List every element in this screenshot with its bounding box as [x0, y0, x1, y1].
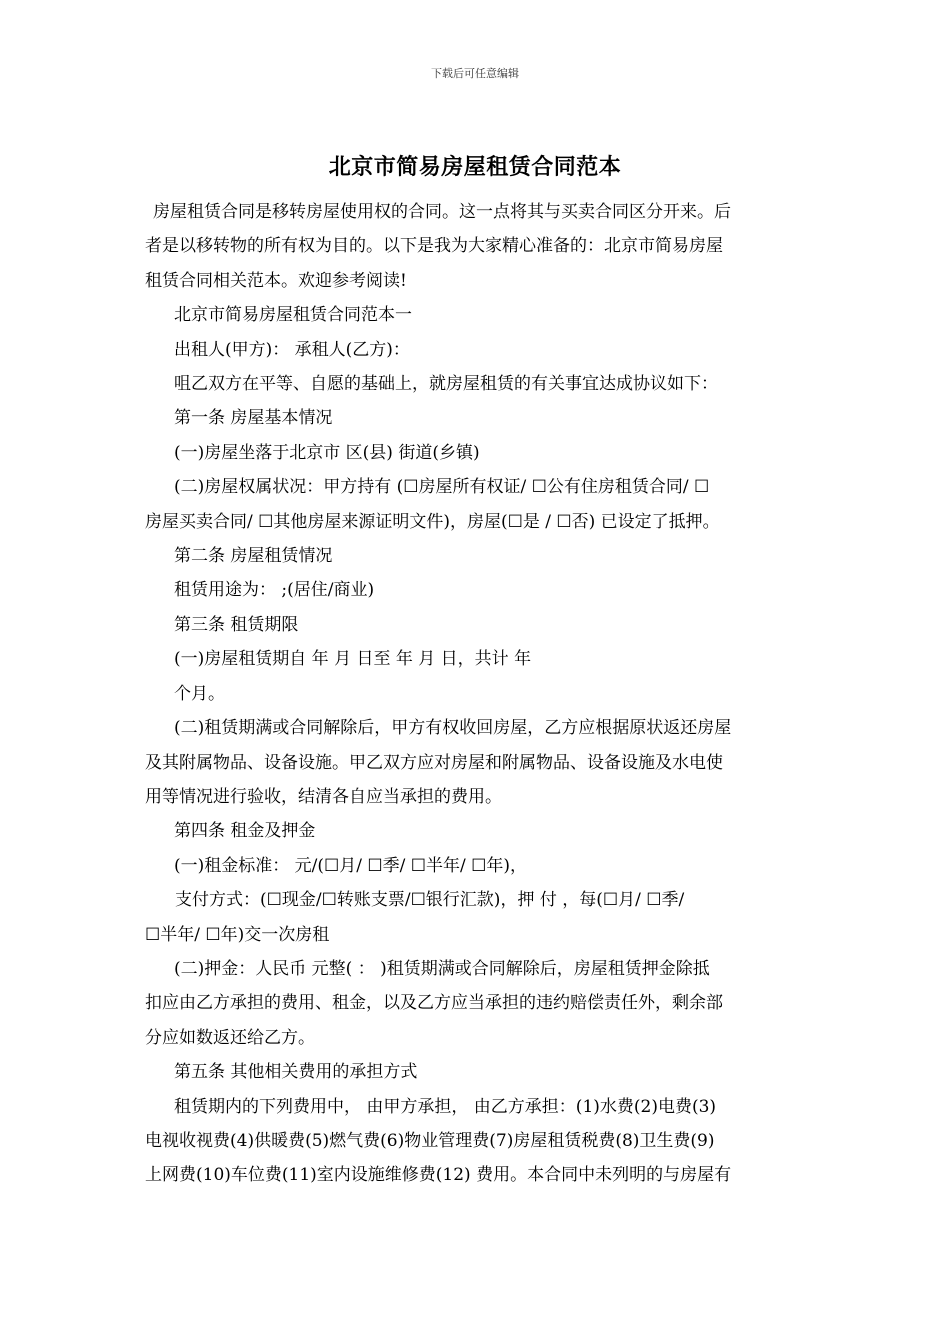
- download-note: 下载后可任意编辑: [431, 67, 519, 80]
- article-1-heading: 第一条 房屋基本情况: [174, 408, 333, 429]
- agreement-intro: 咀乙双方在平等、自愿的基础上，就房屋租赁的有关事宜达成协议如下：: [174, 374, 718, 395]
- article-5-clause-cont-1: 电视收视费(4)供暖费(5)燃气费(6)物业管理费(7)房屋租赁税费(8)卫生费(9): [145, 1130, 715, 1151]
- article-4-payment-cont: ☐半年/ ☐年)交一次房租: [145, 924, 330, 945]
- article-3-clause-2-cont-2: 用等情况进行验收，结清各自应当承担的费用。: [145, 786, 502, 807]
- article-3-clause-1-cont: 个月。: [174, 683, 225, 704]
- article-3-clause-2: (二)租赁期满或合同解除后，甲方有权收回房屋，乙方应根据原状返还房屋: [174, 718, 732, 739]
- intro-line-2: 者是以移转物的所有权为目的。以下是我为大家精心准备的：北京市简易房屋: [145, 236, 723, 257]
- parties-line: 出租人(甲方)： 承租人(乙方)：: [174, 339, 410, 360]
- article-1-clause-2-cont: 房屋买卖合同/ ☐其他房屋来源证明文件)，房屋(☐是 / ☐否) 已设定了抵押。: [145, 511, 720, 532]
- intro-line-3: 租赁合同相关范本。欢迎参考阅读!: [145, 270, 407, 291]
- article-3-clause-1: (一)房屋租赁期自 年 月 日至 年 月 日，共计 年: [174, 649, 532, 670]
- intro-line-1: 房屋租赁合同是移转房屋使用权的合同。这一点将其与买卖合同区分开来。后: [153, 202, 731, 222]
- article-3-clause-2-cont-1: 及其附属物品、设备设施。甲乙双方应对房屋和附属物品、设备设施及水电使: [145, 752, 723, 773]
- sample-heading: 北京市简易房屋租赁合同范本一: [174, 305, 412, 326]
- article-2-heading: 第二条 房屋租赁情况: [174, 546, 333, 567]
- article-5-clause-cont-2: 上网费(10)车位费(11)室内设施维修费(12) 费用。本合同中未列明的与房屋有: [145, 1165, 732, 1186]
- article-4-clause-2: (二)押金：人民币 元整( ： )租赁期满或合同解除后，房屋租赁押金除抵: [174, 958, 710, 979]
- article-4-payment: 支付方式：(☐现金/☐转账支票/☐银行汇款)，押 付 ，每(☐月/ ☐季/: [175, 890, 685, 911]
- document-body: [145, 195, 815, 1193]
- article-5-heading: 第五条 其他相关费用的承担方式: [174, 1062, 418, 1083]
- article-3-heading: 第三条 租赁期限: [174, 614, 299, 635]
- article-4-clause-2-cont-2: 分应如数返还给乙方。: [145, 1027, 315, 1048]
- article-4-clause-1: (一)租金标准： 元/(☐月/ ☐季/ ☐半年/ ☐年)，: [174, 855, 528, 876]
- article-1-clause-1: (一)房屋坐落于北京市 区(县) 街道(乡镇): [174, 442, 480, 463]
- article-4-clause-2-cont-1: 扣应由乙方承担的费用、租金，以及乙方应当承担的违约赔偿责任外，剩余部: [145, 993, 723, 1014]
- document-title: 北京市简易房屋租赁合同范本: [328, 154, 622, 180]
- article-5-clause: 租赁期内的下列费用中， 由甲方承担， 由乙方承担：(1)水费(2)电费(3): [174, 1096, 717, 1117]
- article-1-clause-2: (二)房屋权属状况：甲方持有 (☐房屋所有权证/ ☐公有住房租赁合同/ ☐: [174, 477, 710, 498]
- article-4-heading: 第四条 租金及押金: [174, 821, 316, 842]
- article-2-use: 租赁用途为： ;(居住/商业): [174, 580, 375, 601]
